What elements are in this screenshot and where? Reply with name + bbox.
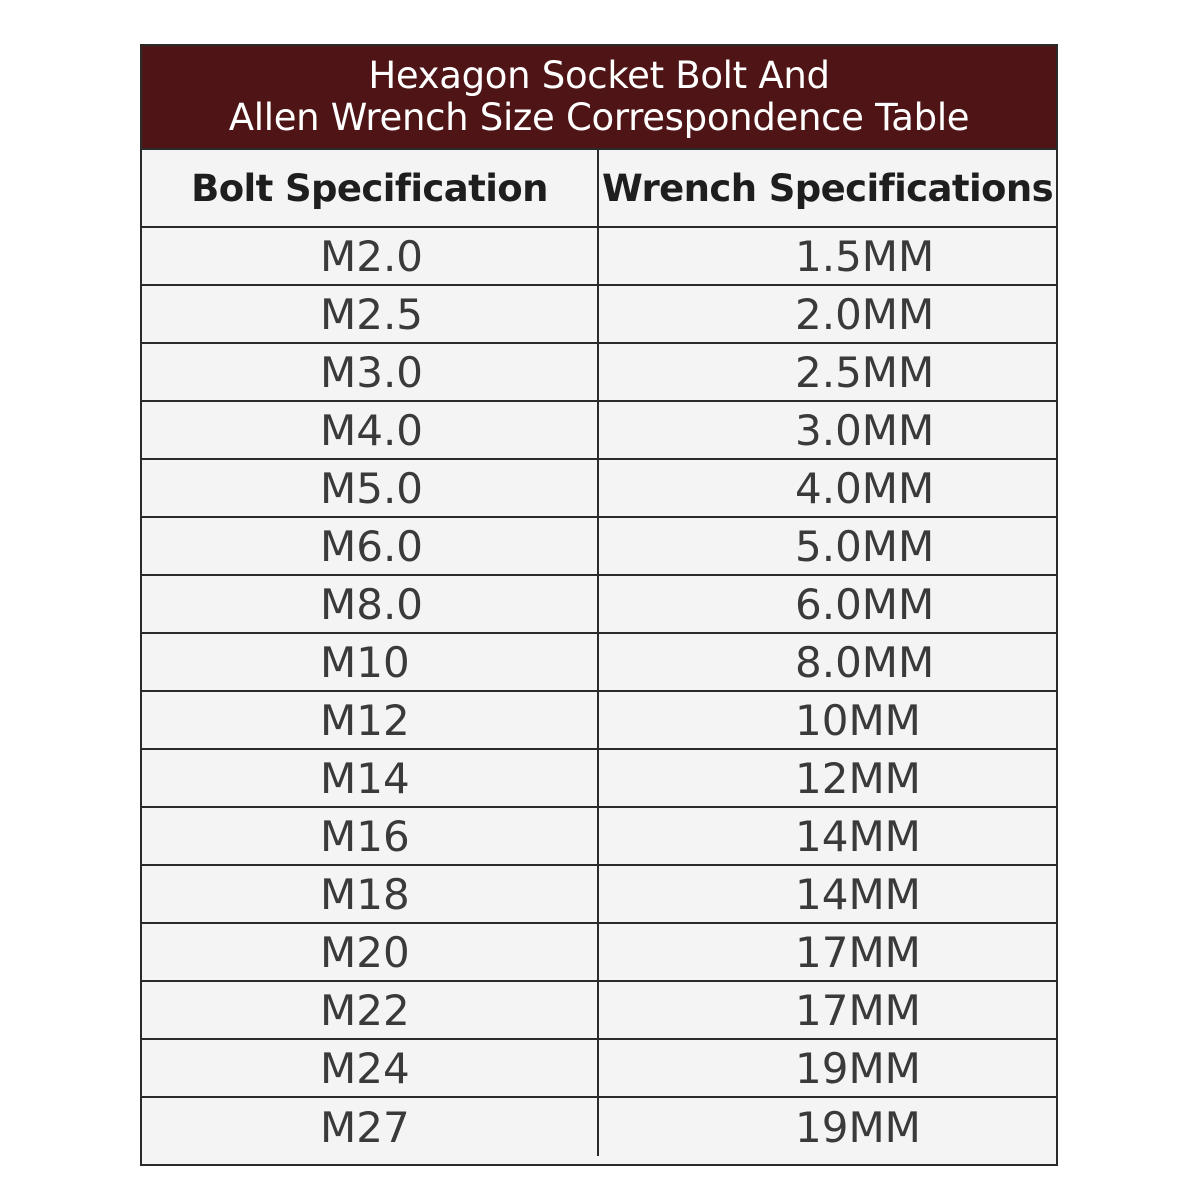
wrench-spec-cell: 19MM bbox=[795, 1102, 921, 1152]
table-row bbox=[142, 344, 1056, 402]
table-row bbox=[142, 866, 1056, 924]
table-row bbox=[142, 228, 1056, 286]
size-correspondence-table bbox=[140, 44, 1058, 1166]
table-body bbox=[142, 228, 1056, 1156]
table-row bbox=[142, 750, 1056, 808]
wrench-spec-cell: 19MM bbox=[795, 1043, 921, 1093]
table-row bbox=[142, 576, 1056, 634]
bolt-spec-cell: M27 bbox=[142, 1098, 599, 1156]
wrench-spec-cell: 3.0MM bbox=[795, 405, 935, 455]
wrench-spec-cell: 2.5MM bbox=[795, 347, 935, 397]
bolt-spec-cell: M5.0 bbox=[142, 460, 599, 516]
bolt-spec-cell: M6.0 bbox=[142, 518, 599, 574]
wrench-spec-cell: 14MM bbox=[795, 811, 921, 861]
bolt-spec-cell: M12 bbox=[142, 692, 599, 748]
wrench-spec-cell: 1.5MM bbox=[795, 231, 935, 281]
bolt-spec-cell: M20 bbox=[142, 924, 599, 980]
table-row bbox=[142, 460, 1056, 518]
bolt-spec-cell: M2.0 bbox=[142, 228, 599, 284]
table-title-line-1: Hexagon Socket Bolt And bbox=[368, 54, 830, 97]
table-title bbox=[142, 46, 1056, 150]
table-row bbox=[142, 692, 1056, 750]
table-row bbox=[142, 924, 1056, 982]
wrench-spec-cell: 8.0MM bbox=[795, 637, 935, 687]
column-header-wrench: Wrench Specifications bbox=[601, 166, 1054, 210]
bolt-spec-cell: M8.0 bbox=[142, 576, 599, 632]
table-row bbox=[142, 402, 1056, 460]
wrench-spec-cell: 12MM bbox=[795, 753, 921, 803]
table-row bbox=[142, 808, 1056, 866]
bolt-spec-cell: M4.0 bbox=[142, 402, 599, 458]
bolt-spec-cell: M14 bbox=[142, 750, 599, 806]
wrench-spec-cell: 2.0MM bbox=[795, 289, 935, 339]
table-row bbox=[142, 1040, 1056, 1098]
wrench-spec-cell: 17MM bbox=[795, 985, 921, 1035]
bolt-spec-cell: M10 bbox=[142, 634, 599, 690]
bolt-spec-cell: M24 bbox=[142, 1040, 599, 1096]
table-header-row bbox=[142, 150, 1056, 228]
table-row bbox=[142, 634, 1056, 692]
table-row bbox=[142, 286, 1056, 344]
table-row bbox=[142, 1098, 1056, 1156]
table-row bbox=[142, 982, 1056, 1040]
wrench-spec-cell: 17MM bbox=[795, 927, 921, 977]
bolt-spec-cell: M22 bbox=[142, 982, 599, 1038]
column-header-bolt: Bolt Specification bbox=[142, 150, 599, 226]
wrench-spec-cell: 4.0MM bbox=[795, 463, 935, 513]
wrench-spec-cell: 10MM bbox=[795, 695, 921, 745]
bolt-spec-cell: M3.0 bbox=[142, 344, 599, 400]
bolt-spec-cell: M2.5 bbox=[142, 286, 599, 342]
wrench-spec-cell: 5.0MM bbox=[795, 521, 935, 571]
table-title-line-2: Allen Wrench Size Correspondence Table bbox=[228, 96, 970, 139]
wrench-spec-cell: 6.0MM bbox=[795, 579, 935, 629]
wrench-spec-cell: 14MM bbox=[795, 869, 921, 919]
bolt-spec-cell: M18 bbox=[142, 866, 599, 922]
bolt-spec-cell: M16 bbox=[142, 808, 599, 864]
table-row bbox=[142, 518, 1056, 576]
